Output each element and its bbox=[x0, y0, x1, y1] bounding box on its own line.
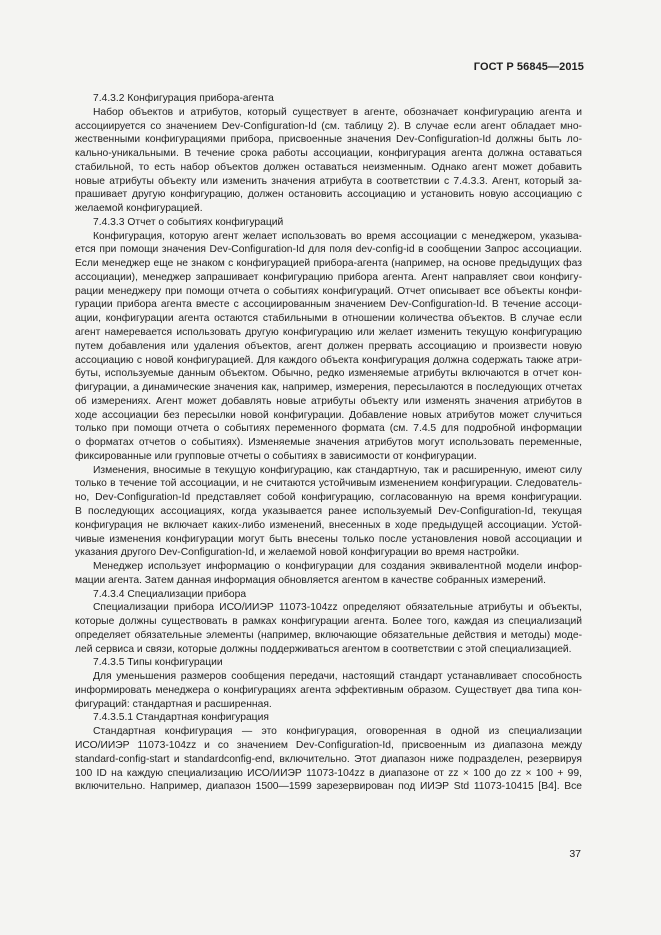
text-line: кально-уникальными. В течение срока работы ассоциации, конфигурация агента должна оставаться bbox=[75, 148, 582, 160]
text-line: мации агента. Затем данная информация обновляется агентом в качестве собранных измерений. bbox=[75, 574, 547, 586]
text-line: ассоциации), менеджер запрашивает конфигурацию прибора агента. Агент направляет свои конфигу- bbox=[75, 271, 582, 283]
text-line: 100 ID на каждую специализацию ИСО/ИИЭР 11073-104zz в диапазоне от zz × 100 до zz × 100 + 99, bbox=[75, 767, 582, 779]
text-line: В последующих ассоциациях, когда указывается ранее используемый Dev-Configuration-Id, текущая bbox=[75, 505, 582, 517]
text-line: жественными конфигурациями прибора, присвоенные значения Dev-Configuration-Id должны быть ло- bbox=[75, 134, 582, 146]
text-line: Если менеджер еще не знаком с конфигурацией прибора-агента (например, на основе предыдущих фаз bbox=[75, 258, 582, 270]
text-line: фиксированные или групповые отчеты о событиях в зависимости от конфигурации. bbox=[75, 450, 477, 462]
text-line: прашивает другую конфигурацию, должен остановить ассоциацию и установить новую ассоциацию с bbox=[75, 189, 582, 201]
text-line: ассоциацию с новой конфигурацией. Для каждого объекта конфигурация должна содержать также атри- bbox=[75, 354, 582, 366]
text-line: лей сервиса и связи, которые должны поддерживаться агентом в соответствии с этой специализацией. bbox=[75, 643, 572, 655]
text-line: рации менеджеру при помощи отчета о событиях конфигураций. Отчет описывает все объекты конфи- bbox=[75, 285, 582, 297]
text-line: путем добавления или удаления объектов, агент должен прервать ассоциацию и произвести новую bbox=[75, 340, 582, 352]
text-line: конфигурация не включает каких-либо изменений, внесенных в ходе предыдущей ассоциации. Устой- bbox=[75, 519, 582, 531]
text-line: 7.4.3.5.1 Стандартная конфигурация bbox=[93, 712, 269, 724]
text-line: агент намеревается использовать другую конфигурацию или желает изменить текущую конфигурацию bbox=[75, 327, 582, 339]
text-line: ИСО/ИИЭР 11073-104zz и со значением Dev-Configuration-Id, присвоенным из диапазона между bbox=[75, 739, 582, 751]
text-line: фигураций: стандартная и расширенная. bbox=[75, 698, 272, 710]
text-line: указания другого Dev-Configuration-Id, и желаемой новой конфигурации во время настройки. bbox=[75, 547, 520, 559]
text-line: об измерениях. Агент может добавлять новые атрибуты объекту или изменять значения атрибутов в bbox=[75, 395, 582, 407]
text-line: standard-config-start и standardconfig-end, включительно. Этот диапазон ниже подразделен, резервируя bbox=[75, 753, 582, 765]
text-line: Менеджер использует информацию о конфигурации для создания эквивалентной модели инфор- bbox=[93, 561, 582, 573]
text-line: ется при помощи значения Dev-Configuration-Id для поля dev-config-id в сообщении Запрос ассоциации. bbox=[75, 244, 582, 256]
text-line: чивые изменения конфигурации могут быть внесены только после установления новой ассоциации и bbox=[75, 533, 582, 545]
text-line: гурации прибора агента вместе с ассоциированным значением Dev-Configuration-Id. В течение ассоци- bbox=[75, 299, 582, 311]
text-line: новые атрибуты объекту или изменить значения атрибута в соответствии с 7.4.3.3. Агент, который за- bbox=[75, 175, 582, 187]
text-line: ации, конфигурации агента остаются стабильными в отношении количества объектов. В случае если bbox=[75, 313, 582, 325]
text-line: ходе ассоциации без пересылки новой конфигурации. Добавление новых атрибутов может случиться bbox=[75, 409, 582, 421]
text-line: желаемой конфигурацией. bbox=[75, 203, 203, 215]
text-line: буты, используемые данным объектом. Обычно, редко изменяемые атрибуты включаются в отчет кон- bbox=[75, 368, 582, 380]
text-line: Конфигурация, которую агент желает использовать во время ассоциации с менеджером, указыва- bbox=[93, 230, 582, 242]
text-line: Для уменьшения размеров сообщения передачи, настоящий стандарт устанавливает способность bbox=[93, 671, 582, 683]
text-line: только при помощи отчета о событиях переменного формата (см. 7.4.5 для подробной информации bbox=[75, 423, 582, 435]
text-line: Изменения, вносимые в текущую конфигурацию, как стандартную, так и расширенную, имеют силу bbox=[93, 464, 582, 476]
text-line: 7.4.3.4 Специализации прибора bbox=[93, 588, 247, 600]
text-line: о форматах отчетов о событиях). Изменяемые значения атрибутов могут использовать переменные, bbox=[75, 437, 582, 449]
text-line: стабильной, то есть набор объектов должен оставаться неизменным. Однако агент может добавить bbox=[75, 161, 582, 173]
document-body bbox=[75, 92, 582, 794]
text-line: фигурации, а динамические значения как, например, измерения, пересылаются в последующих отчетах bbox=[75, 382, 582, 394]
text-line: информировать менеджера о конфигурациях агента эффективным образом. Существует два типа кон- bbox=[75, 684, 582, 696]
text-line: которые должны существовать в рамках конфигурации агента. Более того, каждая из специализаций bbox=[75, 616, 582, 628]
text-line: Стандартная конфигурация — это конфигурация, оговоренная в одной из специализации bbox=[93, 726, 582, 738]
text-line: Набор объектов и атрибутов, который существует в агенте, обозначает конфигурацию агента и bbox=[93, 106, 582, 118]
text-line: Специализации прибора ИСО/ИИЭР 11073-104zz определяют обязательные атрибуты и объекты, bbox=[93, 602, 582, 614]
text-line: включительно. Например, диапазон 1500—1599 зарезервирован под ИИЭР Std 11073-10415 [B4]. Все bbox=[75, 781, 582, 793]
text-line: ассоциируется со значением Dev-Configuration-Id (см. таблицу 2). В случае если агент обладает мно- bbox=[75, 120, 582, 132]
text-line: определяет обязательные элементы (например, включающие обязательные действия и методы) моде- bbox=[75, 629, 582, 641]
standard-header: ГОСТ Р 56845—2015 bbox=[473, 61, 584, 73]
text-line: 7.4.3.3 Отчет о событиях конфигураций bbox=[93, 216, 284, 228]
text-line: но, Dev-Configuration-Id представляет собой конфигурацию, согласованную на время конфигурации. bbox=[75, 492, 582, 504]
page-number: 37 bbox=[569, 848, 581, 860]
text-line: только в течение той ассоциации, и не считаются устойчивым изменением конфигурации. Следователь- bbox=[75, 478, 582, 490]
text-line: 7.4.3.5 Типы конфигурации bbox=[93, 657, 223, 669]
text-line: 7.4.3.2 Конфигурация прибора-агента bbox=[93, 93, 274, 104]
